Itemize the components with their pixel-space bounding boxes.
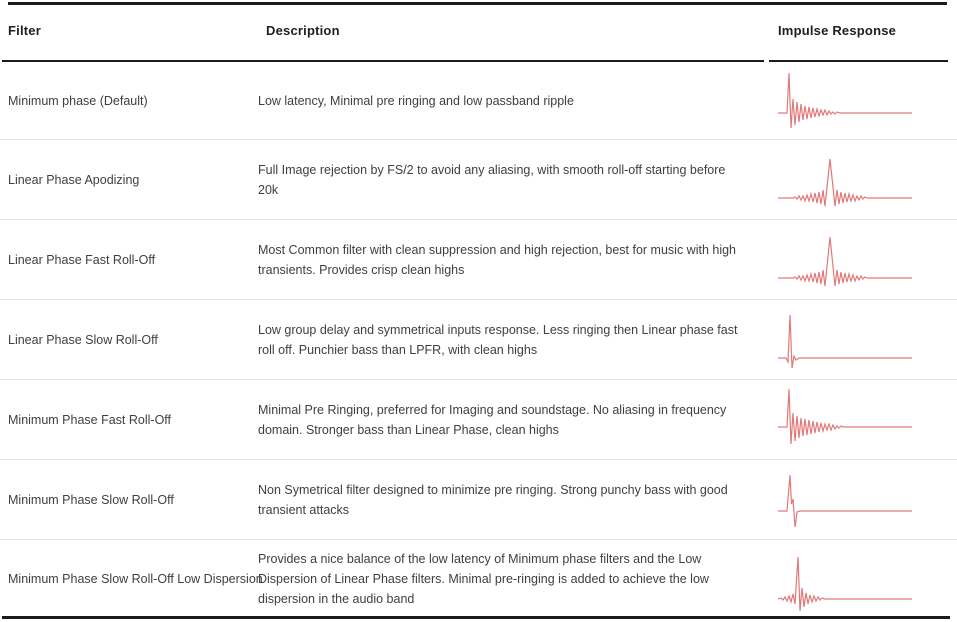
impulse-response-plot: [778, 146, 915, 214]
table-row: [0, 540, 957, 617]
table-row: [0, 63, 957, 140]
table-row: [0, 140, 957, 220]
filter-name: Minimum Phase Fast Roll-Off: [8, 412, 172, 427]
table-header: [0, 0, 957, 62]
filter-name: Minimum Phase Slow Roll-Off Low Dispersion: [8, 571, 263, 586]
table-row: [0, 300, 957, 380]
impulse-response-plot: [778, 306, 915, 374]
filter-description: Non Symetrical filter designed to minimize pre ringing. Strong punchy bass with good transient attacks: [258, 482, 728, 517]
impulse-response-cell: [770, 545, 957, 613]
filter-name: Minimum phase (Default): [8, 94, 148, 108]
impulse-response-cell: [770, 386, 957, 454]
impulse-response-plot: [778, 67, 915, 135]
filter-description: Low latency, Minimal pre ringing and low passband ripple: [258, 94, 574, 108]
filter-description: Full Image rejection by FS/2 to avoid any aliasing, with smooth roll-off starting before 20k: [258, 162, 726, 197]
impulse-response-cell: [770, 306, 957, 374]
column-header-impulse-response: Impulse Response: [778, 23, 897, 38]
filter-name: Linear Phase Apodizing: [8, 172, 140, 187]
impulse-response-cell: [770, 146, 957, 214]
table-bottom-border: [2, 616, 950, 619]
impulse-response-plot: [778, 386, 915, 454]
impulse-response-cell: [770, 67, 957, 135]
header-divider-right: [769, 60, 948, 62]
impulse-response-plot: [778, 545, 915, 613]
column-header-filter: Filter: [8, 23, 41, 38]
filter-name: Minimum Phase Slow Roll-Off: [8, 492, 174, 507]
column-header-description: Description: [266, 23, 340, 38]
impulse-response-cell: [770, 466, 957, 534]
header-divider-left: [2, 60, 764, 62]
filter-description: Most Common filter with clean suppression and high rejection, best for music with high transients. Provides crisp clean highs: [258, 242, 736, 277]
filter-name: Linear Phase Slow Roll-Off: [8, 332, 158, 347]
table-row: [0, 460, 957, 540]
table-row: [0, 380, 957, 460]
table-row: [0, 220, 957, 300]
impulse-response-plot: [778, 226, 915, 294]
impulse-response-plot: [778, 466, 915, 534]
impulse-response-cell: [770, 226, 957, 294]
table-body: [0, 63, 957, 617]
filter-description: Low group delay and symmetrical inputs response. Less ringing then Linear phase fast roll off. Punchier bass than LPFR, with clean highs: [258, 322, 738, 357]
filter-description: Minimal Pre Ringing, preferred for Imaging and soundstage. No aliasing in frequency domain. Stronger bass than Linear Phase, clean highs: [258, 402, 727, 437]
filter-name: Linear Phase Fast Roll-Off: [8, 252, 156, 267]
filter-description: Provides a nice balance of the low latency of Minimum phase filters and the Low Dispersion of Linear Phase filters. Minimal pre-ringing is added to achieve the low dispersion in the audio band: [258, 551, 709, 606]
